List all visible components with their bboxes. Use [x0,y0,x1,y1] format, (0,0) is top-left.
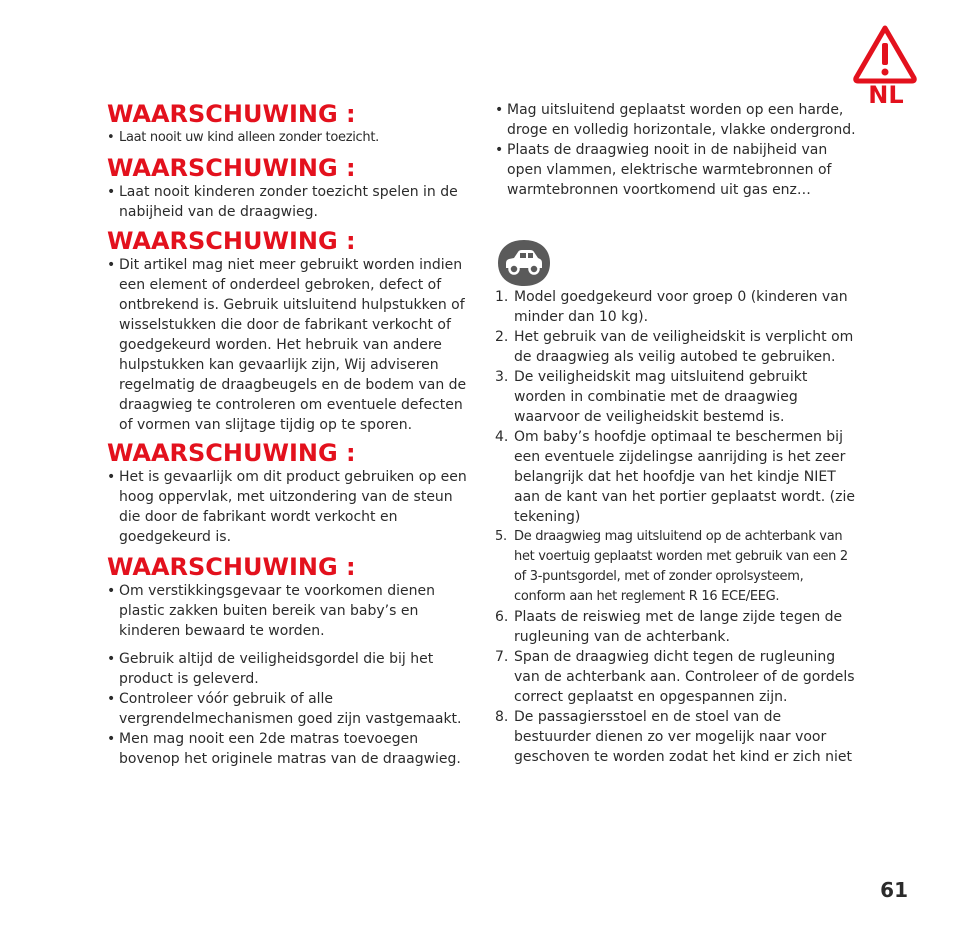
car-icon [496,237,552,289]
item-text: De draagwieg mag uitsluitend op de achterbank van het voertuig geplaatst worden met gebruik van een 2 of 3-puntsgordel, met of zonder oprolsysteem, conform aan het reglement R 16 ECE/EEG. [514,529,848,604]
warning-block [107,100,467,148]
item-number: 1. [495,289,509,305]
warning-heading: WAARSCHUWING : [107,154,356,182]
item-text: Model goedgekeurd voor groep 0 (kinderen van minder dan 10 kg). [514,289,848,325]
bullet-item: • Plaats de draagwieg nooit in de nabijheid van open vlammen, elektrische warmtebronnen of warmtebronnen voortkomend uit gas enz… [495,140,857,200]
warning-heading: WAARSCHUWING : [107,553,356,581]
item-text: Het gebruik van de veiligheidskit is verplicht om de draagwieg als veilig autobed te gebruiken. [514,329,854,365]
item-text: Span de draagwieg dicht tegen de rugleuning van de achterbank aan. Controleer of de gordels correct geplaatst en opgespannen zijn. [514,649,855,705]
warning-block [107,227,467,435]
item-number: 2. [495,329,509,345]
language-badge: NL [868,81,904,109]
item-number: 7. [495,649,509,665]
bullet-item: • Om verstikkingsgevaar te voorkomen dienen plastic zakken buiten bereik van baby’s en kinderen bewaard te worden. [107,581,467,641]
bullet-item: • Gebruik altijd de veiligheidsgordel die bij het product is geleverd. [107,649,467,689]
bullet-item: • Laat nooit kinderen zonder toezicht spelen in de nabijheid van de draagwieg. [107,182,467,222]
warning-heading: WAARSCHUWING : [107,227,356,255]
numbered-item [495,367,857,427]
bullet-item: • Het is gevaarlijk om dit product gebruiken op een hoog oppervlak, met uitzondering van de steun die door de fabrikant wordt verkocht en goedgekeurd is. [107,467,467,547]
item-text: De passagiersstoel en de stoel van de bestuurder dienen zo ver mogelijk naar voor geschoven te worden zodat het kind er zich niet [514,709,852,765]
item-number: 4. [495,429,509,445]
item-number: 6. [495,609,509,625]
warning-block [107,553,467,641]
item-text: De veiligheidskit mag uitsluitend gebruikt worden in combinatie met de draagwieg waarvoor de veiligheidskit bestemd is. [514,369,808,425]
warning-block [107,154,467,222]
numbered-item [495,647,857,707]
top-list [495,100,857,200]
warning-block [107,439,467,547]
numbered-item [495,287,857,327]
numbered-item [495,607,857,647]
item-number: 5. [495,529,507,544]
numbered-item [495,427,857,527]
item-number: 3. [495,369,509,385]
numbered-item [495,527,857,607]
item-number: 8. [495,709,509,725]
warning-heading: WAARSCHUWING : [107,439,356,467]
numbered-item [495,707,857,767]
bullet-item: • Laat nooit uw kind alleen zonder toezicht. [107,128,467,148]
numbered-list [495,287,857,767]
item-text: Plaats de reiswieg met de lange zijde tegen de rugleuning van de achterbank. [514,609,843,645]
bullet-item: • Dit artikel mag niet meer gebruikt worden indien een element of onderdeel gebroken, defect of ontbrekend is. Gebruik uitsluitend hulpstukken of wisselstukken die door de fabrikant verkocht of goedgekeurd worden. Het hebruik van andere hulpstukken kan gevaarlijk zijn, Wij adviseren regelmatig de draagbeugels en de bodem van de draagwieg te controleren om eventuele defecten of vormen van slijtage tijdig op te sporen. [107,255,467,435]
right-column [495,100,857,767]
item-text: Om baby’s hoofdje optimaal te beschermen bij een eventuele zijdelingse aanrijding is het zeer belangrijk dat het hoofdje van het kindje NIET aan de kant van het portier geplaatst wordt. (zie tekening) [514,429,855,525]
extra-list [107,649,467,769]
page-number: 61 [880,878,908,902]
warning-triangle-icon [852,24,918,84]
warning-heading: WAARSCHUWING : [107,100,356,128]
bullet-item: • Men mag nooit een 2de matras toevoegen bovenop het originele matras van de draagwieg. [107,729,467,769]
bullet-item: • Controleer vóór gebruik of alle vergrendelmechanismen goed zijn vastgemaakt. [107,689,467,729]
left-column [107,100,467,769]
bullet-item: • Mag uitsluitend geplaatst worden op een harde, droge en volledig horizontale, vlakke ondergrond. [495,100,857,140]
numbered-item [495,327,857,367]
